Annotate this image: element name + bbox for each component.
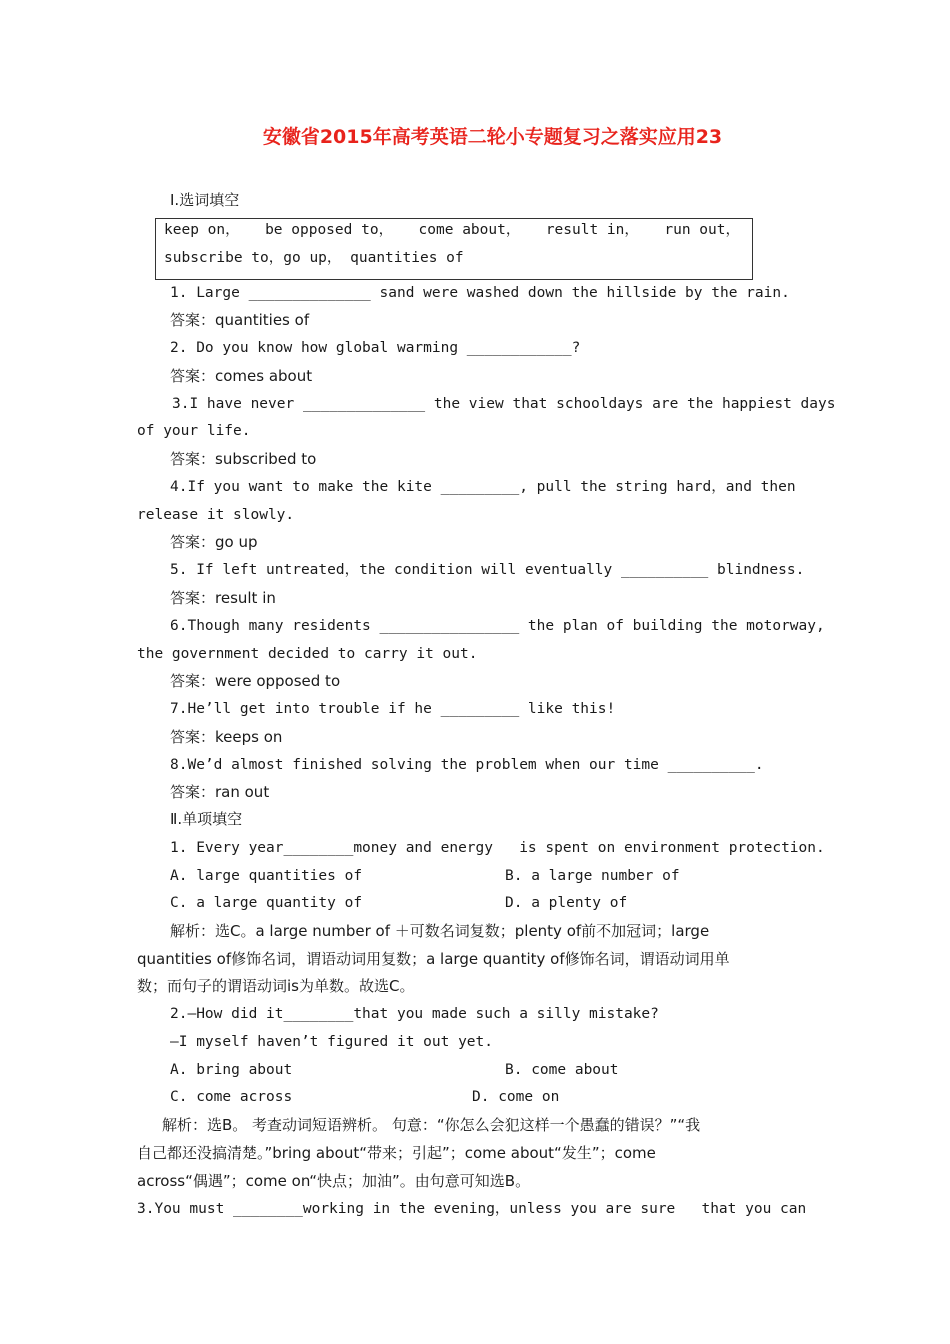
question-text: 7.He’ll get into trouble if he _________ like this! [170, 701, 616, 717]
word-bank-item: result in， [545, 222, 639, 238]
option-b: B. come about [505, 1062, 619, 1078]
answer-text: 答案：keeps on [170, 728, 283, 746]
word-bank-line-2: subscribe to，go up， quantities of [164, 250, 464, 266]
question-stem: 3.You must ________working in the evening，unless you are sure that you can [137, 1201, 807, 1217]
word-bank-item: come about， [418, 222, 521, 238]
explanation-text: across“偶遇”；come on“快点；加油”。由句意可知选B。 [137, 1172, 531, 1190]
option-d: D. a plenty of [505, 895, 628, 911]
option-c: C. come across [170, 1089, 293, 1105]
option-a: A. bring about [170, 1062, 293, 1078]
answer-text: 答案：comes about [170, 367, 313, 385]
explanation-text: 数；而句子的谓语动词is为单数。故选C。 [137, 977, 415, 995]
question-text-cont: release it slowly. [137, 507, 295, 523]
explanation-text: quantities of修饰名词，谓语动词用复数；a large quantity of修饰名词，谓语动词用单 [137, 950, 730, 968]
question-text: 1. Large ______________ sand were washed down the hillside by the rain. [170, 285, 790, 301]
explanation-text: 解析：选B。 考查动词短语辨析。 句意：“你怎么会犯这样一个愚蠢的错误？”“我 [162, 1116, 701, 1134]
option-b: B. a large number of [505, 868, 680, 884]
word-bank-item: be opposed to， [265, 222, 394, 238]
section-heading-1: Ⅰ.选词填空 [170, 191, 240, 209]
word-bank-item: keep on， [164, 222, 240, 238]
question-stem: 1. Every year________money and energy is spent on environment protection. [170, 840, 825, 856]
question-text: 3.I have never ______________ the view that schooldays are the happiest days [172, 396, 836, 412]
option-a: A. large quantities of [170, 868, 363, 884]
answer-text: 答案：subscribed to [170, 450, 317, 468]
option-c: C. a large quantity of [170, 895, 363, 911]
option-d: D. come on [472, 1089, 560, 1105]
question-stem-cont: —I myself haven’t figured it out yet. [170, 1034, 494, 1050]
explanation-text: 解析：选C。a large number of ＋可数名词复数；plenty of前不加冠词；large [170, 922, 710, 940]
explanation-text: 自己都还没搞清楚。”bring about“带来；引起”；come about“发生”；come [137, 1144, 656, 1162]
question-text: 8.We’d almost finished solving the problem when our time __________. [170, 757, 764, 773]
question-text: 2. Do you know how global warming ____________? [170, 340, 581, 356]
word-bank-item: run out， [664, 222, 740, 238]
question-stem: 2.—How did it________that you made such a silly mistake? [170, 1006, 659, 1022]
question-text: 5. If left untreated，the condition will eventually __________ blindness. [170, 562, 805, 578]
question-text: 4.If you want to make the kite _________, pull the string hard，and then [170, 479, 796, 495]
question-text-cont: the government decided to carry it out. [137, 646, 478, 662]
section-heading-2: Ⅱ.单项填空 [170, 810, 243, 828]
question-text-cont: of your life. [137, 423, 251, 439]
answer-text: 答案：quantities of [170, 311, 310, 329]
answer-text: 答案：ran out [170, 783, 270, 801]
question-text: 6.Though many residents ________________ the plan of building the motorway, [170, 618, 825, 634]
answer-text: 答案：were opposed to [170, 672, 341, 690]
page-title: 安徽省2015年高考英语二轮小专题复习之落实应用23 [262, 126, 723, 148]
word-bank-line-1 [164, 220, 740, 240]
answer-text: 答案：go up [170, 533, 258, 551]
answer-text: 答案：result in [170, 589, 276, 607]
